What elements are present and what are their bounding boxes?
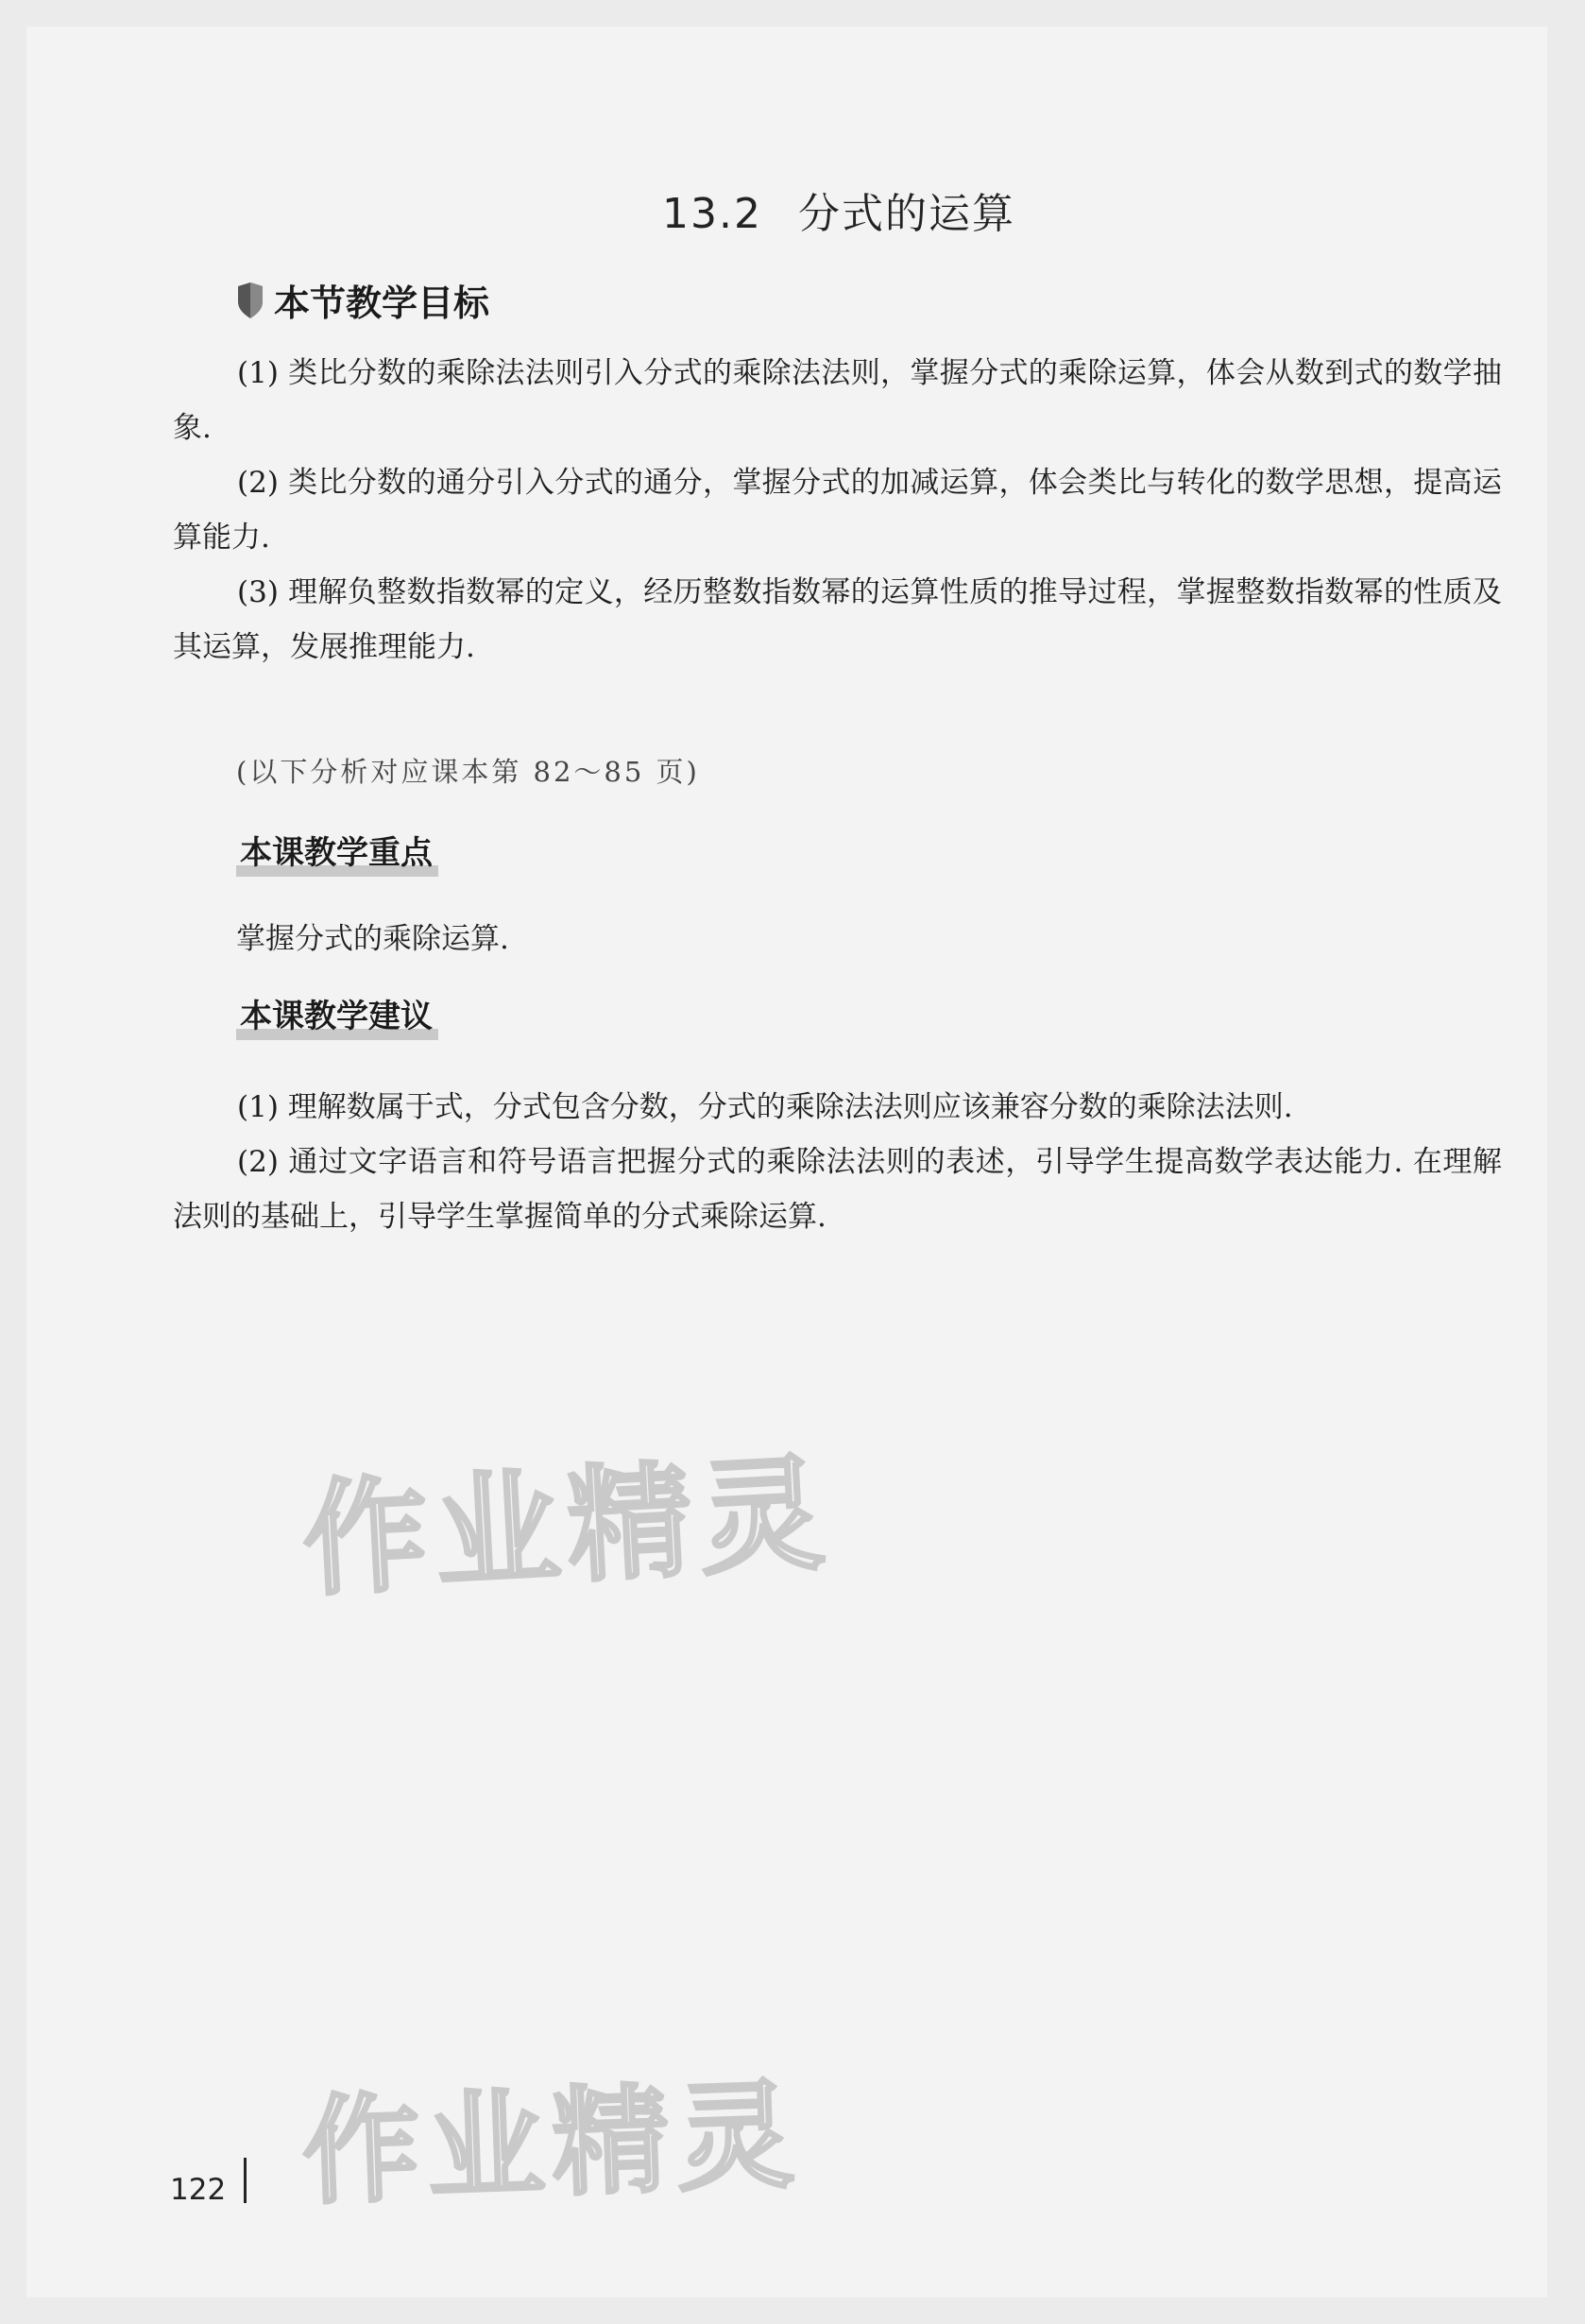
section-title bbox=[0, 179, 1585, 240]
objective-item: (2) 类比分数的通分引入分式的通分，掌握分式的加减运算，体会类比与转化的数学思想，提高运算能力. bbox=[173, 466, 1502, 555]
shield-icon bbox=[236, 282, 264, 318]
page-number: 122 bbox=[170, 2173, 227, 2207]
watermark: 作业精灵 bbox=[300, 2067, 804, 2222]
objectives-heading bbox=[236, 274, 489, 326]
key-points-heading: 本课教学重点 bbox=[236, 827, 438, 877]
key-points-text: 掌握分式的乘除运算. bbox=[236, 922, 509, 956]
watermark: 作业精灵 bbox=[298, 1441, 836, 1615]
section-number: 13.2 bbox=[662, 190, 762, 238]
suggestions-heading: 本课教学建议 bbox=[236, 990, 438, 1040]
textbook-page-note: (以下分析对应课本第 82～85 页) bbox=[236, 756, 700, 788]
suggestion-item: (2) 通过文字语言和符号语言把握分式的乘除法法则的表述，引导学生提高数学表达能力. 在理解法则的基础上，引导学生掌握简单的分式乘除运算. bbox=[173, 1145, 1502, 1234]
objectives-heading-text: 本节教学目标 bbox=[274, 282, 490, 324]
page-number-rule bbox=[244, 2158, 247, 2203]
suggestion-item: (1) 理解数属于式，分式包含分数，分式的乘除法法则应该兼容分数的乘除法法则. bbox=[237, 1090, 1293, 1124]
objective-item: (1) 类比分数的乘除法法则引入分式的乘除法法则，掌握分式的乘除运算，体会从数到式的数学抽象. bbox=[173, 356, 1502, 445]
section-title-text: 分式的运算 bbox=[797, 190, 1015, 238]
objective-item: (3) 理解负整数指数幂的定义，经历整数指数幂的运算性质的推导过程，掌握整数指数幂的性质及其运算，发展推理能力. bbox=[173, 575, 1502, 664]
